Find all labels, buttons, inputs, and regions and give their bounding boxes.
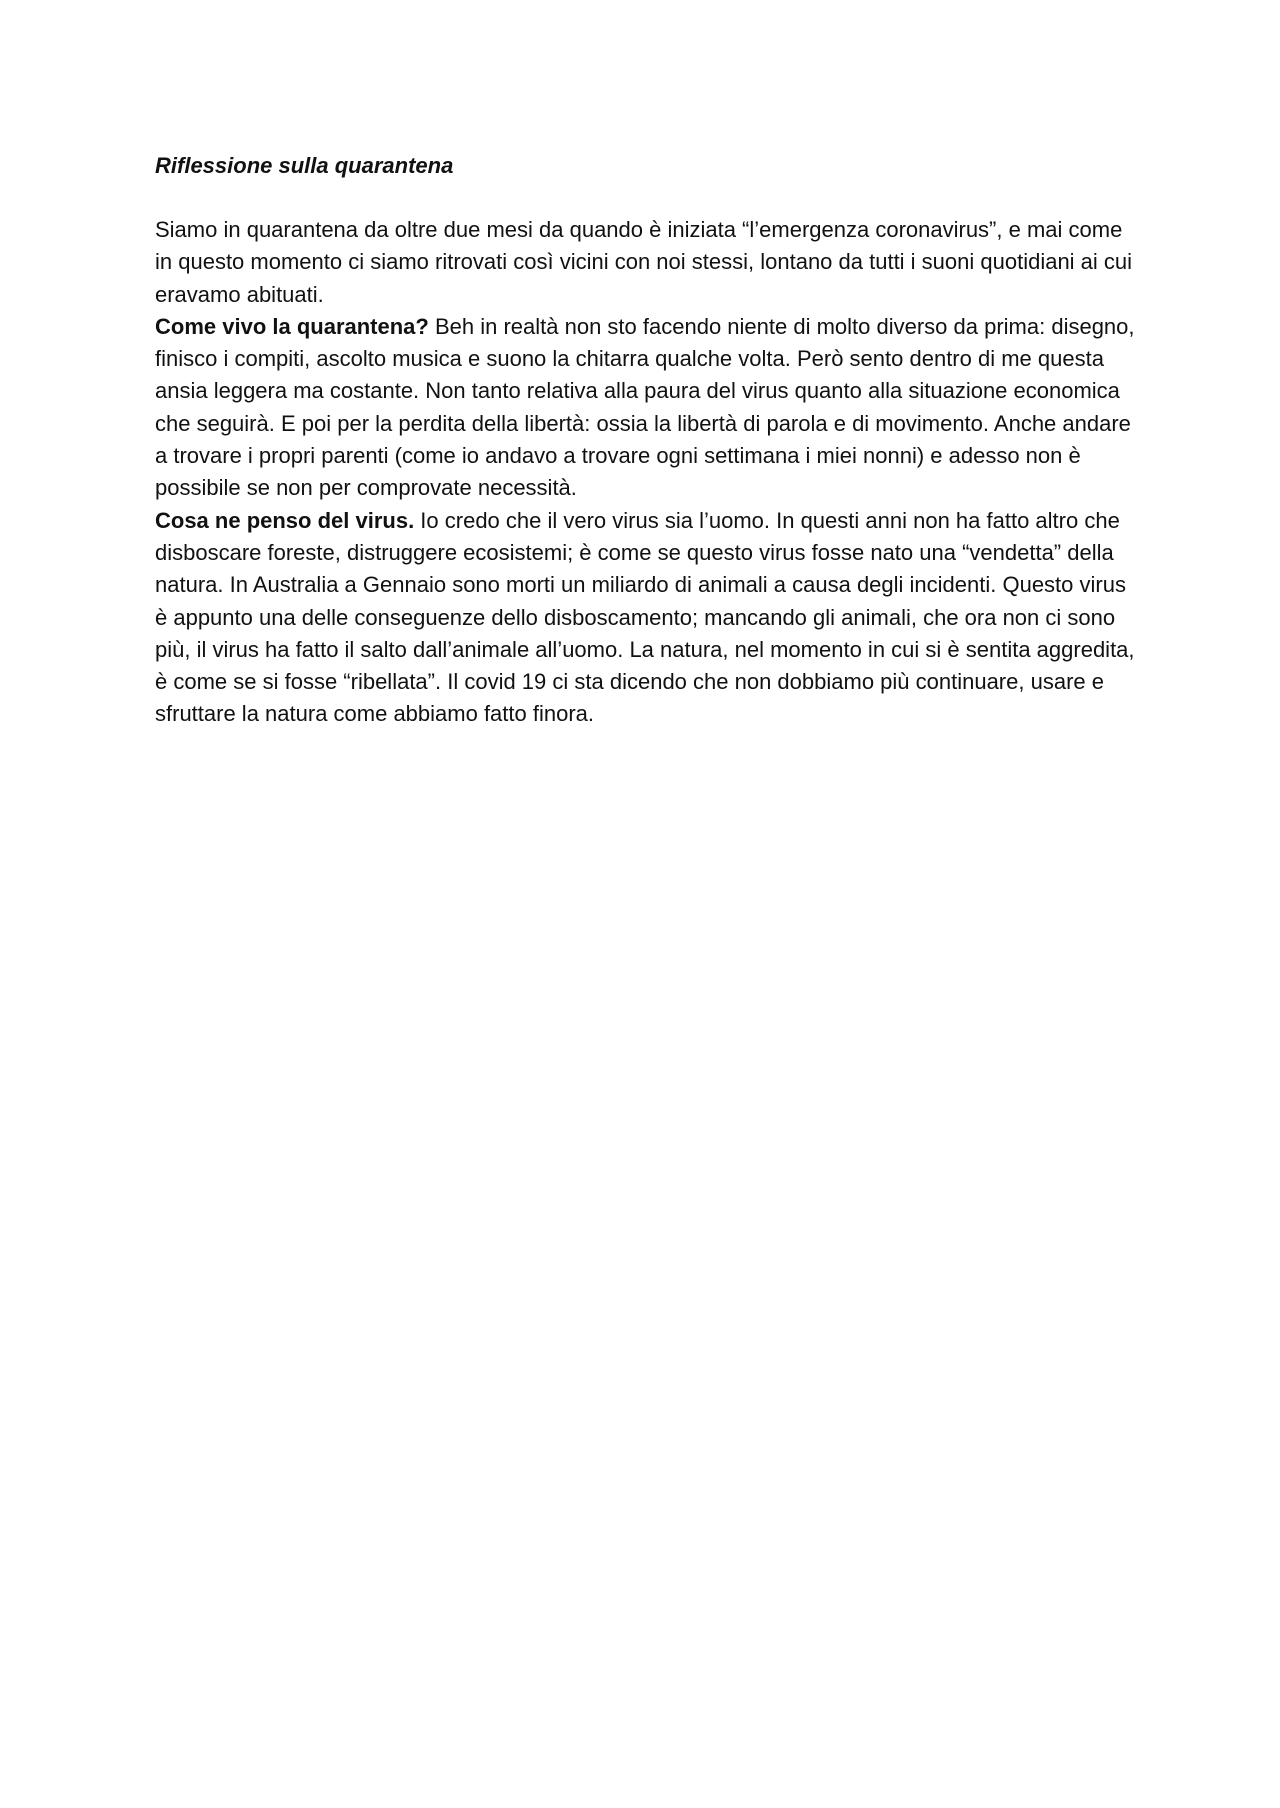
document-body [155, 150, 1140, 731]
paragraph-text: Io credo che il vero virus sia l’uomo. In questi anni non ha fatto altro che disboscare foreste, distruggere ecosistemi; è come se questo virus fosse nato una “vendetta” della natura. In Australia a Gennaio sono morti un miliardo di animali a causa degli incidenti. Questo virus è appunto una delle conseguenze dello disboscamento; mancando gli animali, che ora non ci sono più, il virus ha fatto il salto dall’animale all’uomo. La natura, nel momento in cui si è sentita aggredita, è come se si fosse “ribellata”. Il covid 19 ci sta dicendo che non dobbiamo più continuare, usare e sfruttare la natura come abbiamo fatto finora. [155, 507, 1135, 727]
paragraph-virus-opinion [155, 505, 1140, 731]
paragraph-lead: Cosa ne penso del virus. [155, 507, 415, 533]
paragraph-intro [155, 214, 1140, 311]
paragraph-lead: Come vivo la quarantena? [155, 313, 429, 339]
paragraph-text: Beh in realtà non sto facendo niente di molto diverso da prima: disegno, finisco i compiti, ascolto musica e suono la chitarra qualche volta. Però sento dentro di me questa ansia leggera ma costante. Non tanto relativa alla paura del virus quanto alla situazione economica che seguirà. E poi per la perdita della libertà: ossia la libertà di parola e di movimento. Anche andare a trovare i propri parenti (come io andavo a trovare ogni settimana i miei nonni) e adesso non è possibile se non per comprovate necessità. [155, 313, 1135, 501]
document-title: Riflessione sulla quarantena [155, 153, 454, 178]
paragraph-quarantine [155, 311, 1140, 505]
paragraph-text: Siamo in quarantena da oltre due mesi da quando è iniziata “l’emergenza coronavirus”, e mai come in questo momento ci siamo ritrovati così vicini con noi stessi, lontano da tutti i suoni quotidiani ai cui eravamo abituati. [155, 217, 1133, 307]
